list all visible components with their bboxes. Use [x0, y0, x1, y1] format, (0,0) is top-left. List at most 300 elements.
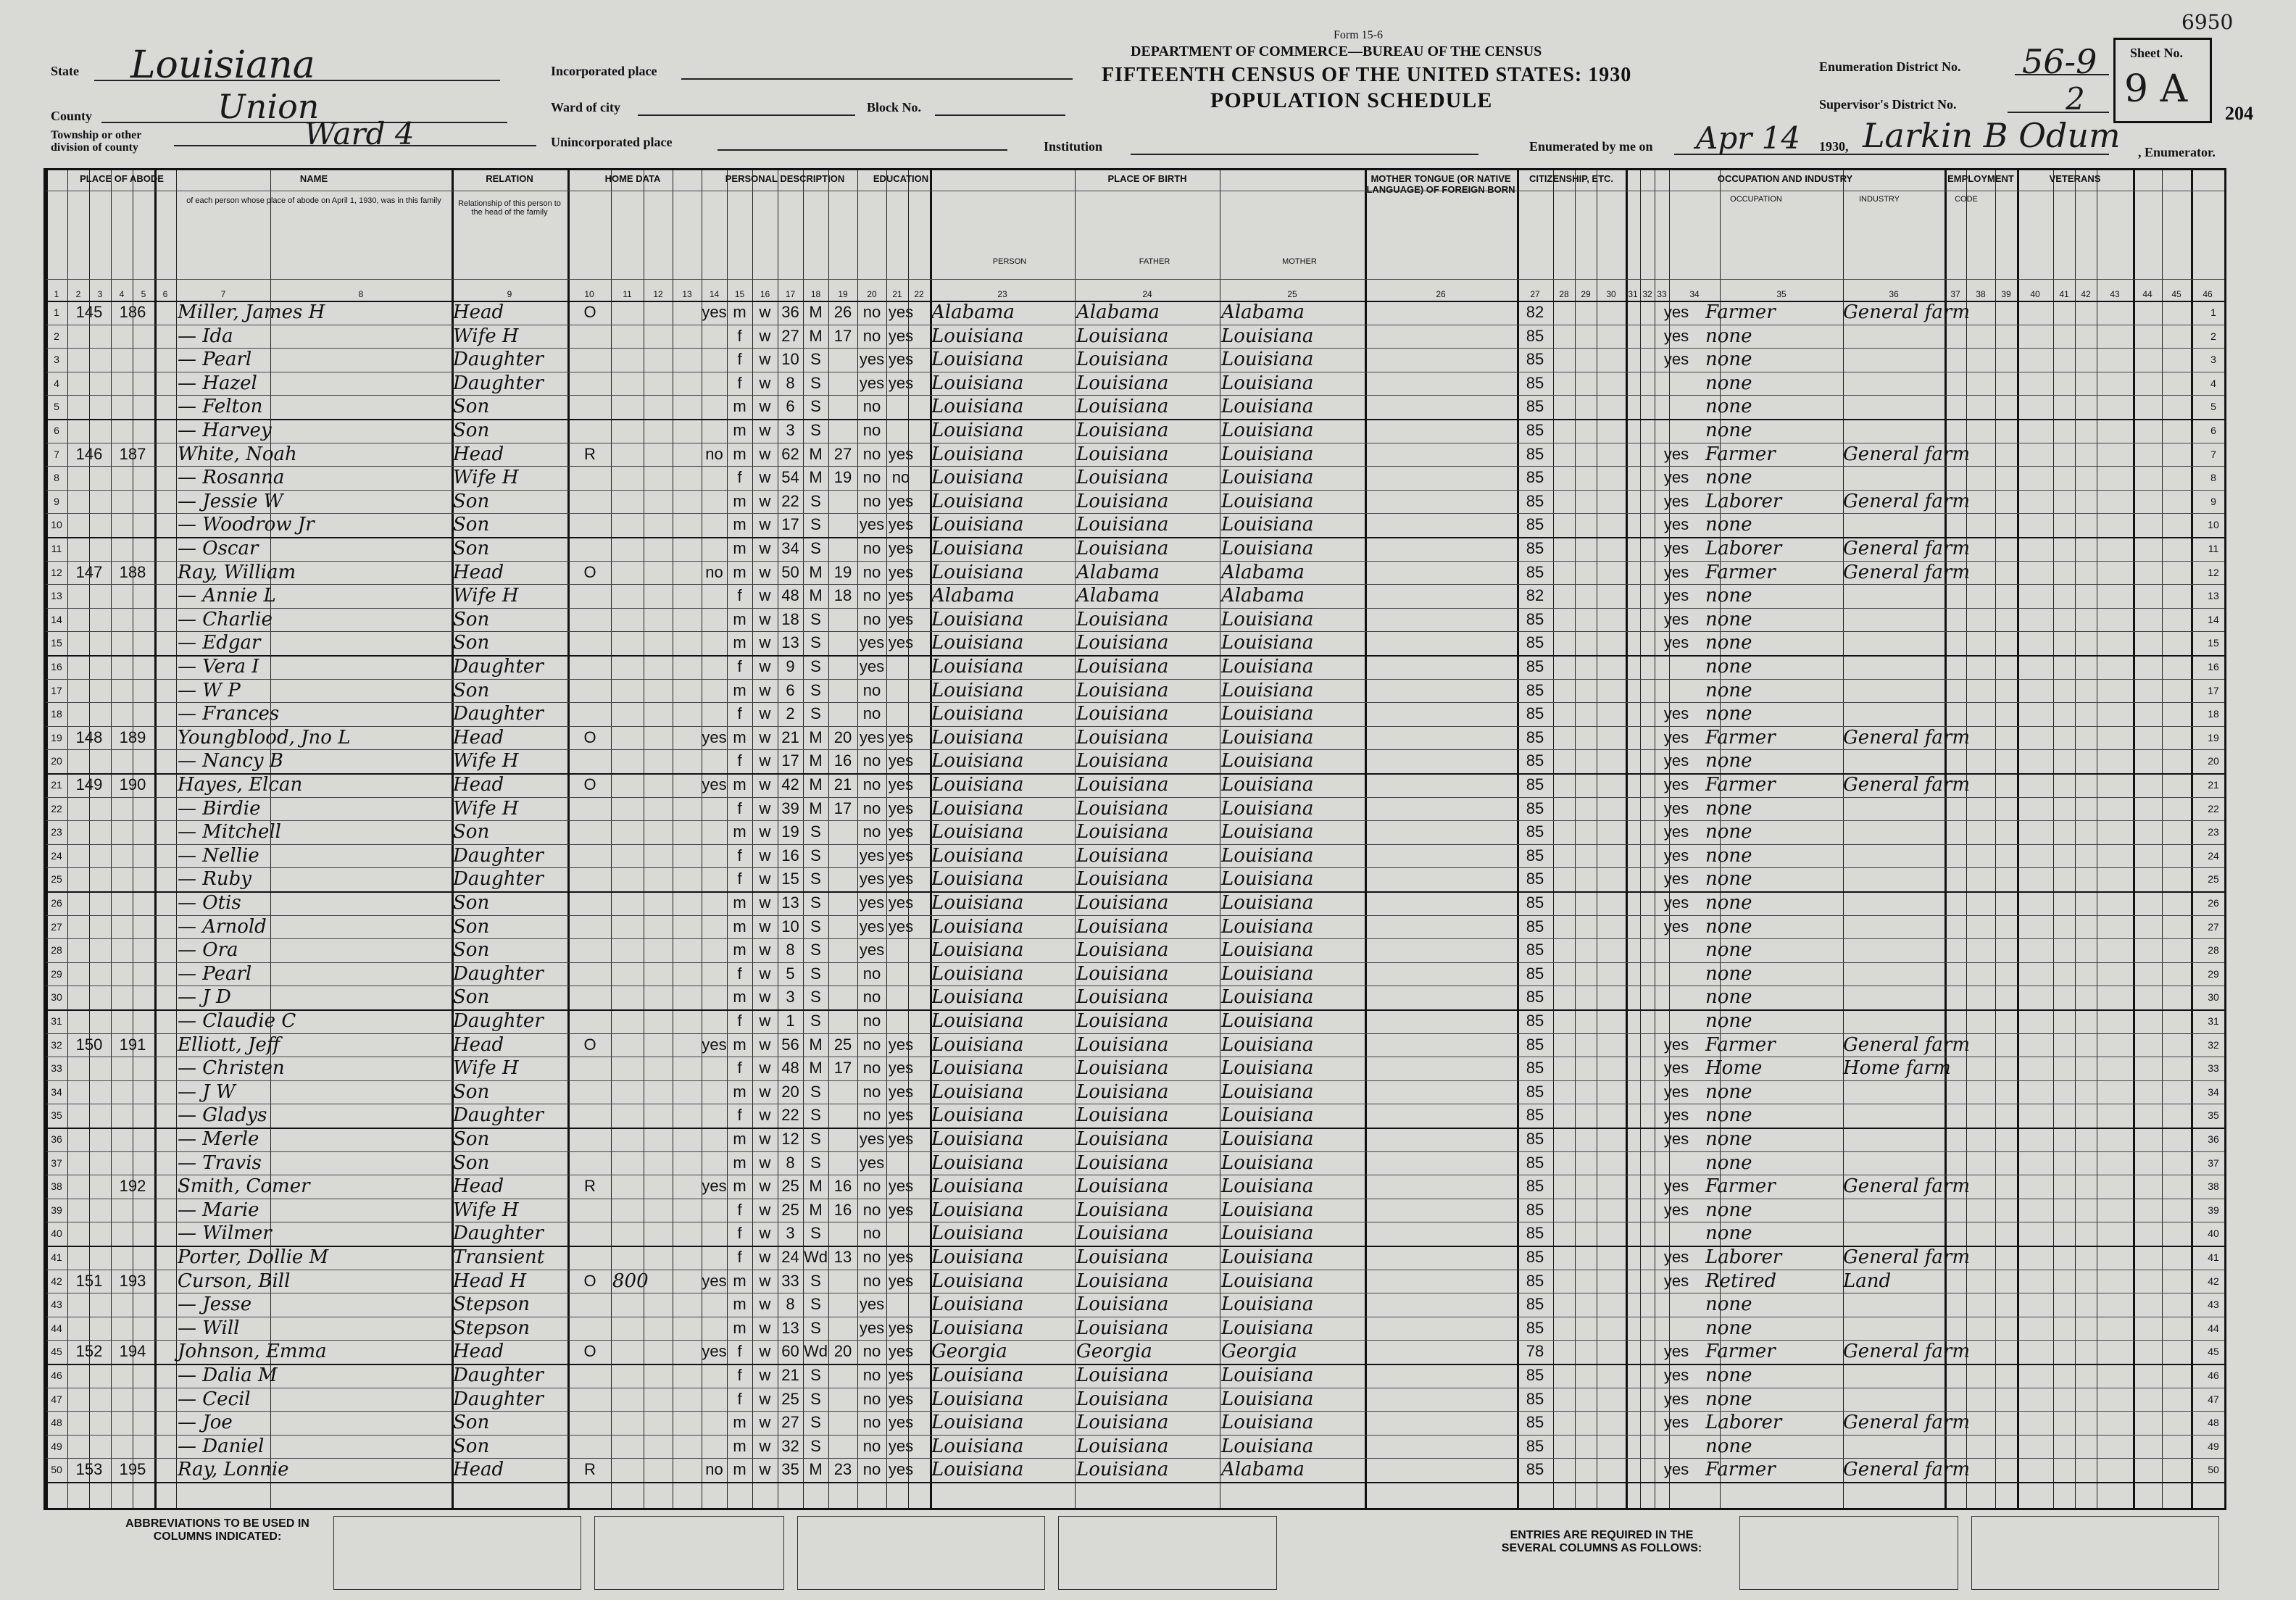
cell-mpob: Louisiana: [1221, 986, 1314, 1009]
table-row: [46, 1151, 2224, 1175]
cell-work: yes: [1663, 799, 1689, 817]
cell-ms: M: [809, 1059, 823, 1078]
cell-fpob: Louisiana: [1076, 892, 1169, 914]
cell-age: 54: [781, 468, 799, 487]
cell-sch: no: [862, 326, 881, 345]
cell-sex: m: [733, 775, 746, 793]
cell-work: yes: [1663, 586, 1689, 605]
cell-sch: no: [862, 1035, 881, 1054]
cell-occ: Farmer: [1705, 726, 1776, 749]
row-number: 35: [51, 1109, 62, 1122]
row-number: 29: [51, 967, 62, 980]
cell-pob: Louisiana: [931, 797, 1024, 820]
cell-name: — Rosanna: [178, 467, 285, 489]
table-row: [46, 443, 2224, 467]
cell-work: yes: [1663, 1059, 1689, 1078]
cell-ms: S: [810, 397, 821, 416]
cell-sch: yes: [859, 917, 885, 936]
cell-rd: yes: [888, 1271, 914, 1290]
row-number: 9: [2210, 495, 2216, 507]
cell-code: 85: [1526, 1366, 1544, 1384]
row-number: 3: [54, 354, 59, 366]
cell-pob: Louisiana: [931, 538, 1024, 559]
cell-fpob: Louisiana: [1076, 962, 1169, 985]
institution-label: Institution: [1044, 139, 1103, 154]
row-number: 19: [2208, 731, 2219, 743]
cell-sex: m: [733, 822, 746, 841]
cell-sex: f: [737, 350, 742, 369]
cell-fpob: Louisiana: [1076, 1151, 1169, 1174]
footer-note-box: [1739, 1516, 1958, 1590]
cell-am: 17: [833, 799, 852, 817]
cell-sex: f: [737, 657, 742, 675]
cell-occ: none: [1705, 750, 1752, 772]
cell-work: yes: [1663, 1177, 1689, 1196]
incorporated-label: Incorporated place: [551, 64, 657, 78]
cell-ind: General farm: [1843, 490, 1971, 512]
cell-mpob: Alabama: [1221, 561, 1305, 583]
cell-race: w: [759, 326, 771, 345]
cell-mpob: Alabama: [1221, 301, 1305, 323]
cell-mpob: Louisiana: [1221, 939, 1314, 962]
cell-fpob: Louisiana: [1076, 939, 1169, 962]
row-number: 41: [2208, 1251, 2219, 1263]
row-number: 45: [51, 1346, 62, 1358]
cell-pob: Louisiana: [931, 372, 1024, 394]
cell-age: 34: [781, 539, 799, 557]
cell-rel: Daughter: [453, 1010, 544, 1032]
cell-race: w: [759, 633, 771, 652]
cell-dw: 153: [75, 1460, 103, 1479]
row-number: 26: [51, 897, 62, 909]
cell-ms: S: [810, 1366, 821, 1384]
row-number: 26: [2208, 897, 2219, 909]
cell-race: w: [759, 1082, 771, 1101]
cell-code: 85: [1526, 1177, 1544, 1196]
cell-fpob: Louisiana: [1076, 1459, 1169, 1481]
cell-am: 23: [833, 1460, 852, 1479]
row-number: 16: [51, 661, 62, 672]
row-number: 15: [51, 637, 62, 649]
cell-occ: Farmer: [1705, 1033, 1776, 1056]
cell-rel: Daughter: [453, 349, 544, 371]
cell-pob: Louisiana: [931, 443, 1024, 465]
cell-name: — Will: [178, 1317, 240, 1339]
cell-ms: M: [809, 586, 823, 605]
cell-ind: General farm: [1843, 1341, 1971, 1363]
cell-pob: Louisiana: [931, 1199, 1024, 1221]
cell-pob: Louisiana: [931, 939, 1024, 962]
cell-name: — J W: [178, 1080, 236, 1103]
cell-sex: m: [733, 1130, 746, 1148]
cell-rel: Wife H: [453, 1057, 519, 1080]
cell-sex: f: [737, 704, 742, 723]
row-number: 43: [51, 1299, 62, 1311]
cell-race: w: [759, 397, 771, 416]
column-number: 44: [2142, 289, 2152, 299]
cell-occ: none: [1705, 632, 1752, 654]
row-number: 21: [51, 779, 62, 791]
group-header: PLACE OF ABODE: [80, 173, 164, 184]
cell-rel: Head: [453, 561, 504, 583]
cell-pob: Louisiana: [931, 679, 1024, 701]
cell-rel: Son: [453, 396, 490, 418]
cell-rel: Son: [453, 915, 490, 938]
cell-rd: yes: [888, 373, 914, 392]
cell-name: — Ida: [178, 325, 233, 347]
cell-am: 16: [833, 1200, 852, 1219]
column-number: 41: [2059, 289, 2069, 299]
group-header: VETERANS: [2049, 173, 2101, 184]
cell-occ: none: [1705, 514, 1752, 536]
row-number: 3: [2210, 354, 2216, 366]
cell-sex: f: [737, 799, 742, 817]
cell-rel: Wife H: [453, 1199, 519, 1221]
cell-pob: Louisiana: [931, 1104, 1024, 1127]
cell-occ: none: [1705, 1317, 1752, 1339]
cell-age: 15: [781, 870, 799, 888]
cell-rd: yes: [888, 1366, 914, 1384]
cell-code: 85: [1526, 1413, 1544, 1432]
cell-pob: Louisiana: [931, 1246, 1024, 1268]
cell-occ: none: [1705, 962, 1752, 985]
cell-sch: yes: [859, 870, 885, 888]
cell-rd: yes: [888, 1106, 914, 1125]
cell-race: w: [759, 822, 771, 841]
column-head-occupation: OCCUPATION: [1730, 195, 1782, 204]
cell-age: 56: [781, 1035, 799, 1054]
cell-ms: M: [809, 1177, 823, 1196]
cell-name: — Arnold: [178, 915, 267, 938]
cell-rel: Head: [453, 1033, 504, 1056]
cell-sch: no: [862, 799, 881, 817]
column-number: 13: [682, 289, 692, 299]
cell-sex: m: [733, 491, 746, 510]
cell-own: R: [584, 1460, 596, 1479]
cell-race: w: [759, 1153, 771, 1172]
cell-race: w: [759, 468, 771, 487]
cell-code: 85: [1526, 964, 1544, 983]
cell-sch: no: [862, 562, 881, 581]
cell-age: 10: [781, 917, 799, 936]
cell-sex: m: [733, 941, 746, 959]
cell-ind: General farm: [1843, 774, 1971, 796]
column-number: 19: [838, 289, 848, 299]
cell-sex: f: [737, 1389, 742, 1408]
cell-code: 85: [1526, 1295, 1544, 1314]
cell-fpob: Louisiana: [1076, 915, 1169, 938]
cell-race: w: [759, 562, 771, 581]
cell-rel: Transient: [453, 1246, 545, 1268]
cell-code: 85: [1526, 491, 1544, 510]
table-row: [46, 1411, 2224, 1435]
column-number: 35: [1776, 289, 1787, 299]
cell-sex: m: [733, 988, 746, 1007]
cell-race: w: [759, 1460, 771, 1479]
cell-code: 85: [1526, 1200, 1544, 1219]
state-label: State: [51, 64, 79, 78]
cell-work: yes: [1663, 1035, 1689, 1054]
cell-mpob: Louisiana: [1221, 1128, 1314, 1150]
cell-mpob: Louisiana: [1221, 679, 1314, 701]
row-number: 4: [2210, 377, 2216, 389]
cell-age: 39: [781, 799, 799, 817]
row-number: 2: [2210, 330, 2216, 342]
cell-work: yes: [1663, 444, 1689, 463]
cell-am: 16: [833, 1177, 852, 1196]
cell-name: — Vera I: [178, 656, 259, 678]
cell-mpob: Louisiana: [1221, 844, 1314, 867]
table-row: [46, 962, 2224, 986]
cell-race: w: [759, 539, 771, 557]
cell-name: — Joe: [178, 1412, 233, 1434]
cell-code: 85: [1526, 799, 1544, 817]
cell-sch: no: [862, 1366, 881, 1384]
cell-ind: General farm: [1843, 443, 1971, 465]
table-row: [46, 537, 2224, 561]
row-number: 32: [2208, 1038, 2219, 1051]
cell-race: w: [759, 1012, 771, 1030]
column-number: 34: [1689, 289, 1700, 299]
column-number: 43: [2110, 289, 2120, 299]
cell-ms: S: [810, 421, 821, 439]
cell-race: w: [759, 1271, 771, 1290]
cell-name: — W P: [178, 679, 241, 701]
cell-sch: no: [862, 1224, 881, 1243]
column-head-name: of each person whose place of abode on April 1, 1930, was in this family: [186, 196, 441, 205]
cell-sch: yes: [859, 1295, 885, 1314]
cell-ms: M: [809, 1460, 823, 1479]
cell-age: 13: [781, 633, 799, 652]
cell-rd: yes: [888, 1389, 914, 1408]
page-stamp-number: 6950: [2181, 10, 2234, 34]
cell-age: 17: [781, 515, 799, 534]
row-number: 42: [51, 1275, 62, 1287]
cell-am: 19: [833, 562, 852, 581]
cell-name: Hayes, Elcan: [178, 774, 303, 796]
cell-occ: Farmer: [1705, 1175, 1776, 1198]
cell-age: 5: [786, 964, 795, 983]
cell-age: 22: [781, 491, 799, 510]
cell-dw: 150: [75, 1035, 103, 1054]
cell-race: w: [759, 1366, 771, 1384]
cell-mpob: Louisiana: [1221, 1010, 1314, 1032]
cell-fpob: Louisiana: [1076, 632, 1169, 654]
cell-name: — Harvey: [178, 420, 272, 441]
footer-note-box: [594, 1516, 784, 1590]
cell-work: yes: [1663, 1106, 1689, 1125]
row-number: 43: [2208, 1299, 2219, 1311]
cell-mpob: Louisiana: [1221, 656, 1314, 678]
row-number: 12: [2208, 566, 2219, 578]
cell-work: yes: [1663, 1366, 1689, 1384]
cell-sex: m: [733, 609, 746, 628]
cell-ms: S: [810, 704, 821, 723]
row-number: 44: [2208, 1322, 2219, 1334]
cell-mpob: Louisiana: [1221, 325, 1314, 347]
cell-race: w: [759, 775, 771, 793]
cell-radio: yes: [702, 775, 727, 793]
cell-sex: m: [733, 1082, 746, 1101]
cell-own: O: [583, 775, 596, 793]
cell-fpob: Louisiana: [1076, 1388, 1169, 1410]
cell-pob: Louisiana: [931, 1033, 1024, 1056]
cell-fpob: Louisiana: [1076, 349, 1169, 371]
group-header: EDUCATION: [873, 173, 929, 184]
table-row: [46, 1080, 2224, 1104]
cell-name: — Woodrow Jr: [178, 514, 315, 536]
cell-ms: S: [810, 373, 821, 392]
cell-rd: yes: [888, 775, 914, 793]
block-label: Block No.: [867, 100, 922, 114]
cell-mpob: Alabama: [1221, 1459, 1305, 1481]
enumerated-date: Apr 14: [1696, 120, 1801, 156]
cell-race: w: [759, 917, 771, 936]
cell-mpob: Louisiana: [1221, 1270, 1314, 1292]
cell-work: yes: [1663, 515, 1689, 534]
cell-name: — Charlie: [178, 608, 273, 630]
cell-own: O: [583, 1271, 596, 1290]
cell-work: yes: [1663, 303, 1689, 321]
cell-rd: yes: [888, 1248, 914, 1266]
cell-ind: Land: [1843, 1270, 1892, 1292]
cell-name: — Jesse: [178, 1293, 252, 1316]
cell-rd: yes: [888, 1177, 914, 1196]
cell-code: 85: [1526, 1012, 1544, 1030]
cell-radio: no: [705, 444, 723, 463]
cell-work: yes: [1663, 870, 1689, 888]
cell-mpob: Louisiana: [1221, 1412, 1314, 1434]
row-number: 46: [2208, 1370, 2219, 1381]
cell-sex: f: [737, 870, 742, 888]
cell-ms: M: [809, 728, 823, 746]
cell-occ: Retired: [1705, 1270, 1777, 1292]
group-header: PLACE OF BIRTH: [1107, 173, 1187, 184]
cell-pob: Louisiana: [931, 868, 1024, 891]
cell-code: 85: [1526, 373, 1544, 392]
cell-sch: no: [862, 704, 881, 723]
cell-ms: S: [810, 964, 821, 983]
form-number: Form 15-6: [1334, 29, 1383, 41]
cell-fpob: Louisiana: [1076, 1270, 1169, 1292]
row-number: 42: [2208, 1275, 2219, 1287]
column-number: 1: [54, 289, 59, 299]
cell-code: 85: [1526, 515, 1544, 534]
abbrev-title: ABBREVIATIONS TO BE USED IN COLUMNS INDICATED:: [125, 1517, 309, 1543]
table-row: [46, 1246, 2224, 1270]
cell-mpob: Louisiana: [1221, 1104, 1314, 1127]
cell-sex: f: [737, 326, 742, 345]
cell-rel: Son: [453, 420, 490, 441]
cell-ind: General farm: [1843, 1459, 1971, 1481]
column-number: 30: [1606, 289, 1616, 299]
cell-mpob: Louisiana: [1221, 1151, 1314, 1174]
cell-rd: yes: [888, 633, 914, 652]
cell-occ: none: [1705, 1128, 1752, 1150]
cell-ms: S: [810, 1082, 821, 1101]
cell-race: w: [759, 1318, 771, 1337]
cell-ms: S: [810, 539, 821, 557]
cell-fpob: Louisiana: [1076, 1057, 1169, 1080]
cell-work: yes: [1663, 1130, 1689, 1148]
cell-rel: Head: [453, 1459, 504, 1481]
table-row: [46, 1175, 2224, 1199]
cell-occ: Farmer: [1705, 561, 1776, 583]
cell-fam: 189: [119, 728, 146, 746]
cell-work: yes: [1663, 917, 1689, 936]
county-label: County: [51, 109, 93, 123]
column-number: 14: [709, 289, 720, 299]
cell-rel: Son: [453, 1412, 490, 1434]
cell-age: 60: [781, 1342, 799, 1361]
table-row: [46, 1222, 2224, 1246]
ward-label: Ward of city: [551, 100, 620, 114]
cell-name: Youngblood, Jno L: [178, 726, 351, 749]
column-number: 20: [867, 289, 877, 299]
column-number: 42: [2081, 289, 2091, 299]
cell-rd: yes: [888, 326, 914, 345]
cell-sch: no: [862, 1413, 881, 1432]
column-number: 4: [119, 289, 125, 299]
cell-sch: no: [862, 1059, 881, 1078]
cell-sch: yes: [859, 893, 885, 912]
cell-code: 85: [1526, 1035, 1544, 1054]
cell-occ: Farmer: [1705, 1341, 1776, 1363]
cell-name: — Wilmer: [178, 1222, 272, 1245]
cell-sch: yes: [859, 373, 885, 392]
table-row: [46, 1104, 2224, 1128]
cell-occ: none: [1705, 656, 1752, 678]
cell-occ: none: [1705, 1010, 1752, 1032]
cell-fpob: Louisiana: [1076, 868, 1169, 891]
cell-name: — Nellie: [178, 844, 259, 867]
row-number: 25: [51, 873, 62, 886]
cell-sex: f: [737, 1224, 742, 1243]
cell-race: w: [759, 491, 771, 510]
row-number: 13: [2208, 590, 2219, 602]
township-label: Township or other division of county: [51, 129, 142, 154]
column-number: 32: [1642, 289, 1652, 299]
cell-rel: Head: [453, 443, 504, 465]
row-number: 39: [2208, 1204, 2219, 1216]
cell-sch: yes: [859, 941, 885, 959]
cell-rd: yes: [888, 1342, 914, 1361]
cell-name: — Annie L: [178, 585, 276, 607]
table-row: [46, 891, 2224, 915]
cell-ms: M: [809, 1200, 823, 1219]
cell-mpob: Louisiana: [1221, 962, 1314, 985]
cell-race: w: [759, 515, 771, 534]
cell-rel: Son: [453, 632, 490, 654]
cell-rel: Daughter: [453, 1222, 544, 1245]
cell-dw: 146: [75, 444, 103, 463]
cell-sch: no: [862, 303, 881, 321]
cell-fpob: Louisiana: [1076, 1080, 1169, 1103]
cell-code: 85: [1526, 822, 1544, 841]
row-number: 30: [2208, 991, 2219, 1004]
cell-work: yes: [1663, 539, 1689, 557]
cell-rd: yes: [888, 609, 914, 628]
cell-rel: Wife H: [453, 585, 519, 607]
column-number: 31: [1628, 289, 1638, 299]
row-number: 49: [2208, 1440, 2219, 1452]
cell-race: w: [759, 609, 771, 628]
cell-pob: Alabama: [931, 585, 1015, 607]
cell-rd: yes: [888, 491, 914, 510]
cell-mpob: Louisiana: [1221, 1199, 1314, 1221]
cell-rel: Wife H: [453, 467, 519, 489]
cell-pob: Louisiana: [931, 821, 1024, 843]
